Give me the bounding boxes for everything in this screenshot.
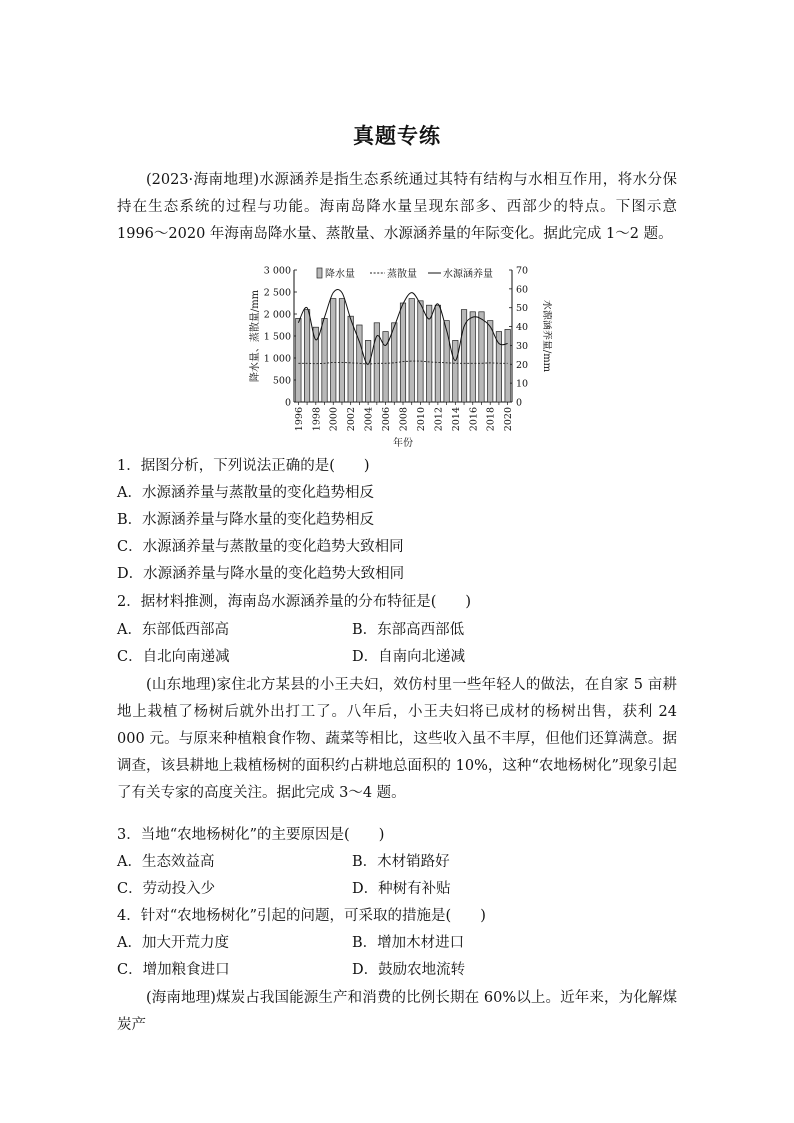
x-tick-label: 2008 <box>398 407 410 432</box>
precip-bar <box>400 303 405 402</box>
question-2-option-b[interactable]: B．东部高西部低 <box>352 622 465 638</box>
left-tick-label: 2 500 <box>263 287 291 299</box>
question-2-option-c[interactable]: C．自北向南递减 <box>117 649 230 665</box>
x-tick-label: 2016 <box>468 407 480 432</box>
precip-bar <box>453 340 458 402</box>
x-tick-label: 2020 <box>503 407 515 432</box>
question-2-option-d[interactable]: D．自南向北递减 <box>352 649 466 665</box>
chart <box>246 262 552 452</box>
x-tick-label: 2004 <box>363 407 375 432</box>
question-4-option-c[interactable]: C．增加粮食进口 <box>117 962 230 978</box>
question-3-option-a[interactable]: A．生态效益高 <box>117 854 215 870</box>
question-2-option-a[interactable]: A．东部低西部高 <box>117 622 229 638</box>
x-tick-label: 1996 <box>293 407 305 432</box>
right-tick-label: 0 <box>516 397 523 409</box>
precip-bar <box>435 305 440 402</box>
x-tick-label: 2000 <box>328 407 340 432</box>
x-tick-label: 2010 <box>415 407 427 432</box>
precip-bar <box>444 321 449 402</box>
question-4-option-d[interactable]: D．鼓励农地流转 <box>352 962 466 978</box>
question-3-stem: 3．当地“农地杨树化”的主要原因是( ) <box>117 827 385 843</box>
left-tick-label: 2 000 <box>263 309 291 321</box>
precip-bar <box>374 323 379 402</box>
right-tick-label: 20 <box>516 359 529 371</box>
page-title: 真题专练 <box>353 123 441 148</box>
legend-evap-label: 蒸散量 <box>387 269 417 280</box>
precip-bar <box>409 299 414 402</box>
question-4-option-b[interactable]: B．增加木材进口 <box>352 935 465 951</box>
precip-bar <box>331 299 336 402</box>
question-3-option-b[interactable]: B．木材销路好 <box>352 854 450 870</box>
precip-bar <box>487 321 492 402</box>
legend-precip-label: 降水量 <box>325 269 355 280</box>
precip-bar <box>470 312 475 402</box>
passage-3: (海南地理)煤炭占我国能源生产和消费的比例长期在 60%以上。近年来，为化解煤炭产 <box>117 990 677 1033</box>
question-1-stem: 1．据图分析，下列说法正确的是( ) <box>117 458 370 474</box>
x-tick-label: 2014 <box>450 407 462 432</box>
right-axis-title: 水源涵养量/mm <box>541 299 552 373</box>
precip-bar <box>479 312 484 402</box>
right-tick-label: 50 <box>516 303 529 315</box>
left-tick-label: 1 000 <box>263 353 291 365</box>
precip-bar <box>322 318 327 402</box>
x-axis-title: 年份 <box>393 438 413 449</box>
precip-bar <box>496 332 501 402</box>
left-axis-title: 降水量、蒸散量/mm <box>250 289 261 383</box>
right-tick-label: 30 <box>516 340 529 352</box>
question-3-option-c[interactable]: C．劳动投入少 <box>117 881 216 897</box>
x-tick-label: 2006 <box>381 407 393 432</box>
left-tick-label: 1 500 <box>263 331 291 343</box>
passage-1: (2023·海南地理)水源涵养是指生态系统通过其特有结构与水相互作用，将水分保持在生态系统的过程与功能。海南岛降水量呈现东部多、西部少的特点。下图示意 1996～2020 年海南岛降水量、蒸散量、水源涵养量的年际变化。据此完成 1～2 题。 <box>117 172 677 242</box>
x-tick-label: 2018 <box>485 407 497 432</box>
right-tick-label: 40 <box>516 322 529 334</box>
legend-water-label: 水源涵养量 <box>443 269 493 280</box>
right-tick-label: 70 <box>516 265 529 277</box>
x-tick-label: 2002 <box>346 407 358 432</box>
question-3-option-d[interactable]: D．种树有补贴 <box>352 881 451 897</box>
passage-2: (山东地理)家住北方某县的小王夫妇，效仿村里一些年轻人的做法，在自家 5 亩耕地上栽植了杨树后就外出打工了。八年后，小王夫妇将已成材的杨树出售，获利 24 000 元。与原来种植粮食作物、蔬菜等相比，这些收入虽不丰厚，但他们还算满意。据调查，该县耕地上栽植杨树的面积约占耕地总面积的 10%，这种“农地杨树化”现象引起了有关专家的高度关注。据此完成 3～4 题。 <box>117 677 677 801</box>
x-tick-label: 2012 <box>433 407 445 432</box>
right-tick-label: 10 <box>516 378 529 390</box>
question-4-stem: 4．针对“农地杨树化”引起的问题，可采取的措施是( ) <box>117 908 486 924</box>
precip-bar <box>304 310 309 402</box>
precip-bar <box>505 329 510 402</box>
precip-bar <box>365 340 370 402</box>
question-2-stem: 2．据材料推测，海南岛水源涵养量的分布特征是( ) <box>117 594 472 610</box>
left-tick-label: 3 000 <box>263 265 291 277</box>
chart-svg <box>246 262 552 452</box>
legend-bar-swatch <box>317 268 322 278</box>
question-1-option-d[interactable]: D．水源涵养量与降水量的变化趋势大致相同 <box>117 566 405 582</box>
question-1-option-c[interactable]: C．水源涵养量与蒸散量的变化趋势大致相同 <box>117 539 404 555</box>
right-tick-label: 60 <box>516 284 529 296</box>
question-4-option-a[interactable]: A．加大开荒力度 <box>117 935 229 951</box>
left-tick-label: 500 <box>272 375 291 387</box>
precip-bar <box>418 301 423 402</box>
precip-bar <box>296 318 301 402</box>
precip-bar <box>348 316 353 402</box>
left-tick-label: 0 <box>284 397 291 409</box>
x-tick-label: 1998 <box>311 407 323 432</box>
precip-bar <box>426 305 431 402</box>
question-1-option-a[interactable]: A．水源涵养量与蒸散量的变化趋势相反 <box>117 485 374 501</box>
precip-bar <box>339 299 344 402</box>
question-1-option-b[interactable]: B．水源涵养量与降水量的变化趋势相反 <box>117 512 375 528</box>
